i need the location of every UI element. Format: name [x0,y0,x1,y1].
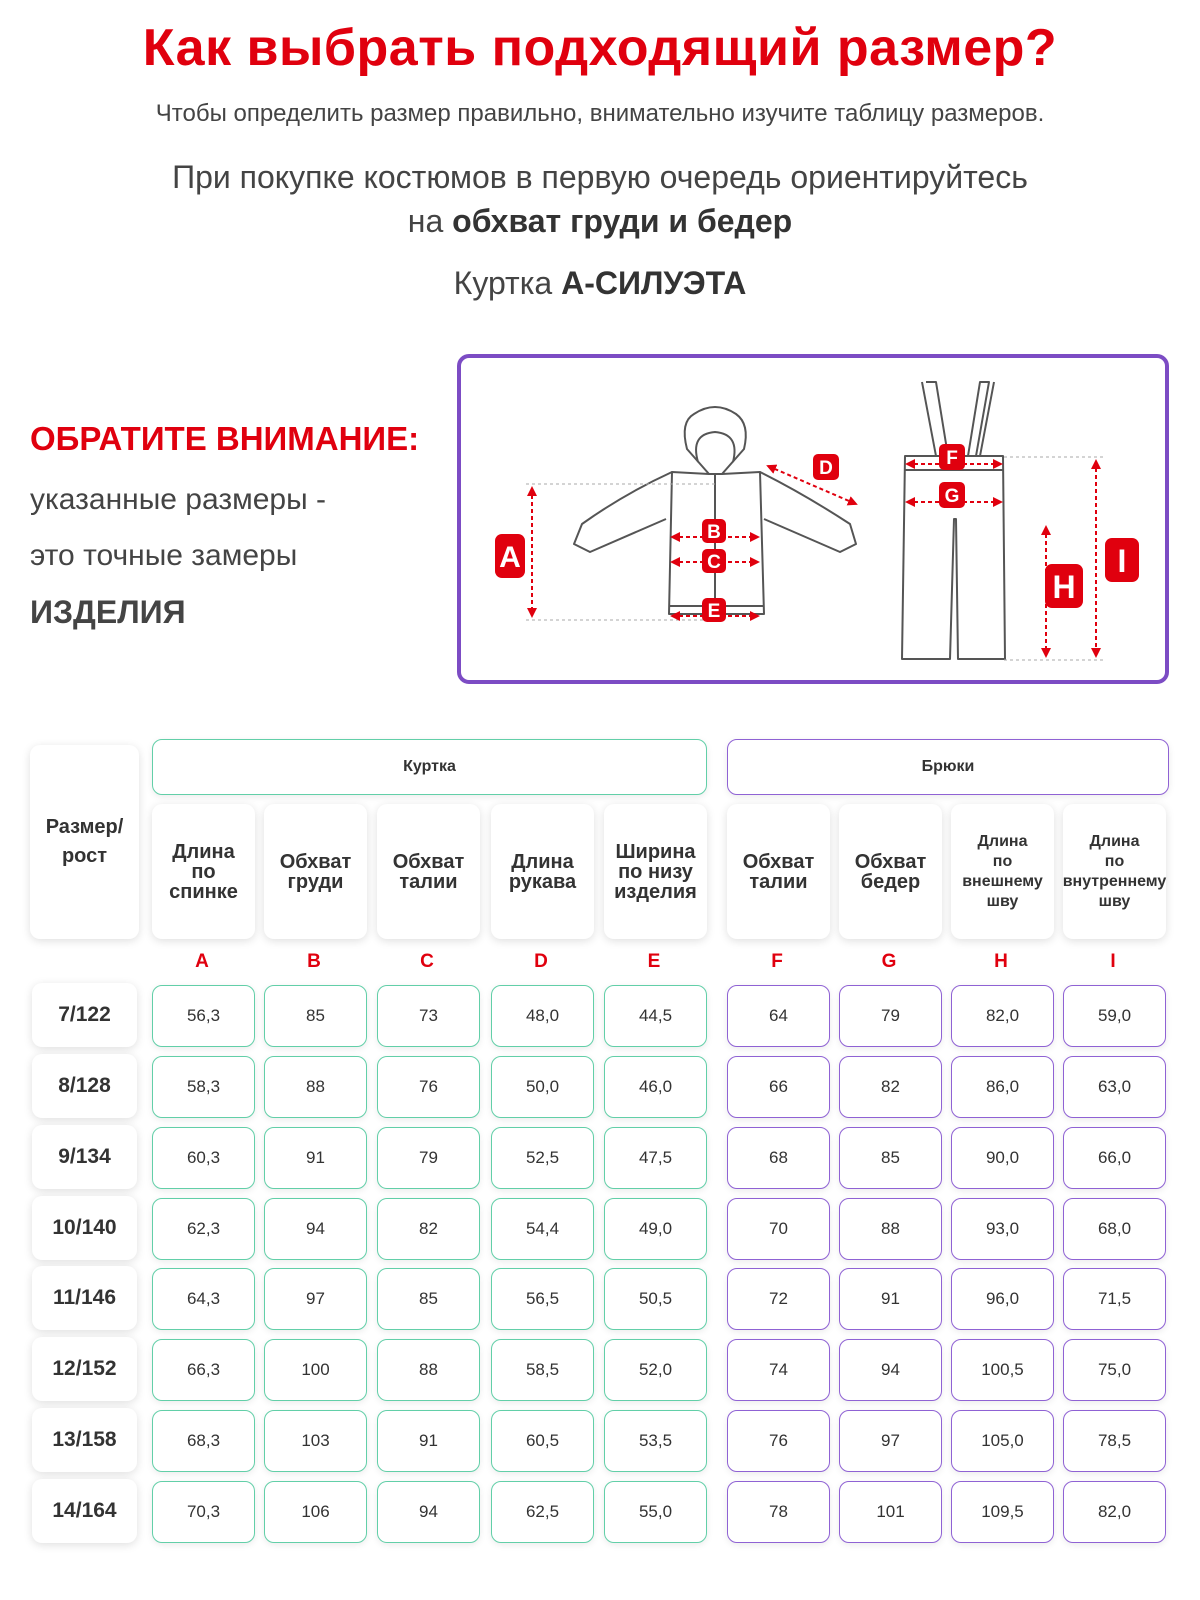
label-i: I [1117,543,1127,579]
jacket-column-header-text: Длина [511,850,574,873]
jacket-column-letter: B [307,951,321,972]
pants-value-cell: 78 [727,1481,830,1543]
pants-group-header: Брюки [727,739,1169,795]
pants-value-cell: 96,0 [951,1268,1054,1330]
jacket-value-cell: 46,0 [604,1056,707,1118]
jacket-value-cell: 60,3 [152,1127,255,1189]
jacket-column-header-text: по [191,860,216,883]
pants-value-cell: 85 [839,1127,942,1189]
pants-column-header-text: по [992,852,1013,870]
jacket-column-header-text: изделия [614,880,697,903]
pants-value-cell: 82,0 [1063,1481,1166,1543]
measurement-arrows [532,461,1096,656]
advice-line-1: При покупке костюмов в первую очередь ориентируйтесь [172,159,1028,195]
size-row-header: 9/134 [32,1125,137,1189]
model-prefix: Куртка [453,265,562,301]
jacket-value-cell: 62,5 [491,1481,594,1543]
page-subtitle: Чтобы определить размер правильно, внимательно изучите таблицу размеров. [155,100,1045,127]
size-row-header: 8/128 [32,1054,137,1118]
pants-value-cell: 109,5 [951,1481,1054,1543]
jacket-column-header-text: Обхват [279,850,352,873]
pants-value-cell: 66 [727,1056,830,1118]
jacket-value-cell: 73 [377,985,480,1047]
pants-column-header-text: внешнему [962,872,1043,890]
advice-line-2 [0,199,1200,243]
pants-column-header [951,804,1054,939]
pants-value-cell: 64 [727,985,830,1047]
jacket-column-header-text: талии [399,870,458,893]
pants-value-cell: 68 [727,1127,830,1189]
size-header [30,745,139,939]
pants-value-cell: 101 [839,1481,942,1543]
pants-column-letter: F [771,951,783,972]
pants-column-header-text: шву [1098,892,1131,910]
pants-value-cell: 66,0 [1063,1127,1166,1189]
jacket-value-cell: 53,5 [604,1410,707,1472]
jacket-value-cell: 54,4 [491,1198,594,1260]
pants-value-cell: 78,5 [1063,1410,1166,1472]
pants-value-cell: 70 [727,1198,830,1260]
advice-bold: обхват груди и бедер [452,203,793,239]
jacket-value-cell: 47,5 [604,1127,707,1189]
jacket-value-cell: 85 [264,985,367,1047]
size-row-header: 10/140 [32,1196,137,1260]
jacket-column-header-text: Обхват [392,850,465,873]
advice-text [0,155,1200,243]
pants-value-cell: 76 [727,1410,830,1472]
jacket-column-header-text: груди [287,870,344,893]
size-header-line-2: рост [61,845,108,867]
jacket-value-cell: 68,3 [152,1410,255,1472]
pants-value-cell: 82 [839,1056,942,1118]
jacket-value-cell: 82 [377,1198,480,1260]
measurement-diagram [457,354,1169,684]
pants-column-header-text: бедер [860,870,921,893]
attention-line-3: ИЗДЕЛИЯ [30,594,186,630]
jacket-value-cell: 88 [264,1056,367,1118]
jacket-value-cell: 44,5 [604,985,707,1047]
label-g: G [944,486,960,507]
attention-line-2: это точные замеры [30,539,298,572]
pants-value-cell: 71,5 [1063,1268,1166,1330]
pants-column-header-text: Длина [977,832,1028,850]
pants-value-cell: 74 [727,1339,830,1401]
jacket-value-cell: 91 [264,1127,367,1189]
size-row-header: 13/158 [32,1408,137,1472]
pants-value-cell: 72 [727,1268,830,1330]
pants-value-cell: 94 [839,1339,942,1401]
model-bold: А-СИЛУЭТА [561,265,747,301]
jacket-value-cell: 49,0 [604,1198,707,1260]
jacket-value-cell: 70,3 [152,1481,255,1543]
pants-column-header-text: Обхват [854,850,927,873]
jacket-column-header [264,804,367,939]
attention-line-1: указанные размеры - [30,483,326,516]
pants-value-cell: 88 [839,1198,942,1260]
size-row-header: 11/146 [32,1266,137,1330]
jacket-value-cell: 97 [264,1268,367,1330]
label-a: A [499,541,521,574]
pants-value-cell: 59,0 [1063,985,1166,1047]
pants-value-cell: 105,0 [951,1410,1054,1472]
jacket-value-cell: 79 [377,1127,480,1189]
jacket-value-cell: 50,0 [491,1056,594,1118]
pants-column-header [1063,804,1166,939]
pants-value-cell: 90,0 [951,1127,1054,1189]
model-name [0,265,1200,302]
jacket-column-letter: D [534,951,548,972]
jacket-column-header [491,804,594,939]
jacket-value-cell: 48,0 [491,985,594,1047]
jacket-outline [574,407,856,614]
label-d: D [819,458,833,479]
jacket-value-cell: 94 [377,1481,480,1543]
label-e: E [707,601,721,622]
attention-heading: ОБРАТИТЕ ВНИМАНИЕ: [30,420,420,457]
jacket-value-cell: 64,3 [152,1268,255,1330]
size-row-header: 12/152 [32,1337,137,1401]
pants-column-header [839,804,942,939]
pants-column-letter: G [881,951,897,972]
jacket-value-cell: 85 [377,1268,480,1330]
jacket-value-cell: 66,3 [152,1339,255,1401]
jacket-value-cell: 56,3 [152,985,255,1047]
pants-value-cell: 93,0 [951,1198,1054,1260]
jacket-column-letter: A [195,951,209,972]
jacket-column-letter: C [420,951,434,972]
pants-value-cell: 63,0 [1063,1056,1166,1118]
jacket-value-cell: 76 [377,1056,480,1118]
pants-value-cell: 68,0 [1063,1198,1166,1260]
jacket-value-cell: 91 [377,1410,480,1472]
size-row-header: 14/164 [32,1479,137,1543]
jacket-group-header: Куртка [152,739,707,795]
pants-column-header-text: внутреннему [1062,872,1167,890]
label-c: C [707,552,721,573]
pants-column-header-text: Длина [1089,832,1140,850]
jacket-value-cell: 100 [264,1339,367,1401]
pants-value-cell: 86,0 [951,1056,1054,1118]
label-f: F [946,448,958,469]
pants-value-cell: 97 [839,1410,942,1472]
pants-outline [902,382,1005,659]
pants-column-letter: H [994,951,1008,972]
label-b: B [707,522,721,543]
page-title: Как выбрать подходящий размер? [142,19,1058,77]
jacket-value-cell: 94 [264,1198,367,1260]
jacket-column-header [604,804,707,939]
measurement-badges [495,444,1139,622]
jacket-column-header-text: по низу [618,860,693,883]
jacket-value-cell: 55,0 [604,1481,707,1543]
pants-value-cell: 82,0 [951,985,1054,1047]
measurement-guides [526,457,1104,660]
pants-column-header-text: талии [749,870,808,893]
jacket-value-cell: 50,5 [604,1268,707,1330]
size-row-header: 7/122 [32,983,137,1047]
jacket-value-cell: 58,3 [152,1056,255,1118]
jacket-value-cell: 62,3 [152,1198,255,1260]
pants-value-cell: 75,0 [1063,1339,1166,1401]
jacket-value-cell: 60,5 [491,1410,594,1472]
jacket-column-header-text: Длина [172,840,235,863]
pants-value-cell: 100,5 [951,1339,1054,1401]
pants-column-letter: I [1110,951,1116,972]
pants-column-header [727,804,830,939]
jacket-value-cell: 103 [264,1410,367,1472]
garment-illustration [461,358,1165,680]
jacket-column-header-text: Ширина [615,840,696,863]
jacket-column-header [152,804,255,939]
size-header-line-1: Размер/ [45,816,124,838]
jacket-value-cell: 56,5 [491,1268,594,1330]
pants-column-header-text: по [1104,852,1125,870]
advice-prefix: на [407,203,453,239]
jacket-column-header-text: спинке [169,880,238,903]
jacket-column-letter: E [647,951,661,972]
pants-column-header-text: Обхват [742,850,815,873]
pants-column-header-text: шву [986,892,1019,910]
jacket-value-cell: 52,0 [604,1339,707,1401]
pants-value-cell: 91 [839,1268,942,1330]
jacket-value-cell: 88 [377,1339,480,1401]
jacket-column-header [377,804,480,939]
pants-value-cell: 79 [839,985,942,1047]
jacket-value-cell: 52,5 [491,1127,594,1189]
jacket-column-header-text: рукава [508,870,577,893]
attention-note [30,420,450,640]
label-h: H [1052,569,1076,605]
jacket-value-cell: 58,5 [491,1339,594,1401]
jacket-value-cell: 106 [264,1481,367,1543]
